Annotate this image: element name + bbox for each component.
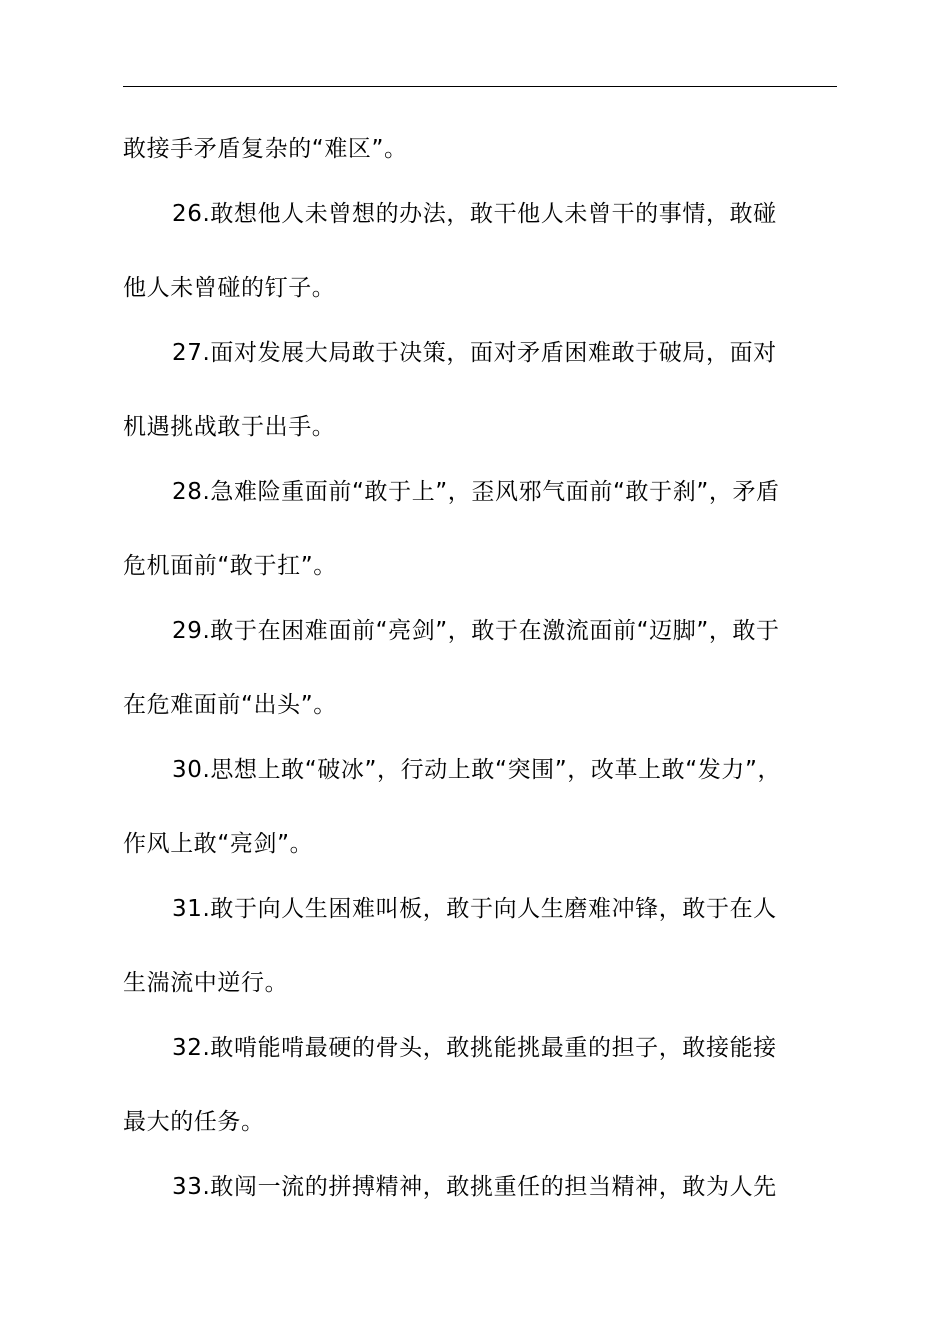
list-item-27: 27.面对发展大局敢于决策，面对矛盾困难敢于破局，面对 [172, 340, 777, 366]
text-line: 机遇挑战敢于出手。 [123, 414, 336, 440]
list-item-32: 32.敢啃能啃最硬的骨头，敢挑能挑最重的担子，敢接能接 [172, 1035, 777, 1061]
list-item-33: 33.敢闯一流的拼搏精神，敢挑重任的担当精神，敢为人先 [172, 1174, 777, 1200]
list-item-31: 31.敢于向人生困难叫板，敢于向人生磨难冲锋，敢于在人 [172, 896, 777, 922]
text-line: 他人未曾碰的钉子。 [123, 275, 336, 301]
list-item-26: 26.敢想他人未曾想的办法，敢干他人未曾干的事情，敢碰 [172, 201, 777, 227]
text-line: 最大的任务。 [123, 1109, 265, 1135]
text-line: 危机面前“敢于扛”。 [123, 553, 337, 579]
text-line: 生湍流中逆行。 [123, 970, 289, 996]
list-item-29: 29.敢于在困难面前“亮剑”，敢于在激流面前“迈脚”，敢于 [172, 618, 780, 644]
text-line: 在危难面前“出头”。 [123, 692, 337, 718]
header-rule [123, 86, 837, 87]
list-item-30: 30.思想上敢“破冰”，行动上敢“突围”，改革上敢“发力”， [172, 757, 782, 783]
text-line: 作风上敢“亮剑”。 [123, 831, 314, 857]
text-line: 敢接手矛盾复杂的“难区”。 [123, 136, 408, 162]
list-item-28: 28.急难险重面前“敢于上”，歪风邪气面前“敢于刹”，矛盾 [172, 479, 780, 505]
